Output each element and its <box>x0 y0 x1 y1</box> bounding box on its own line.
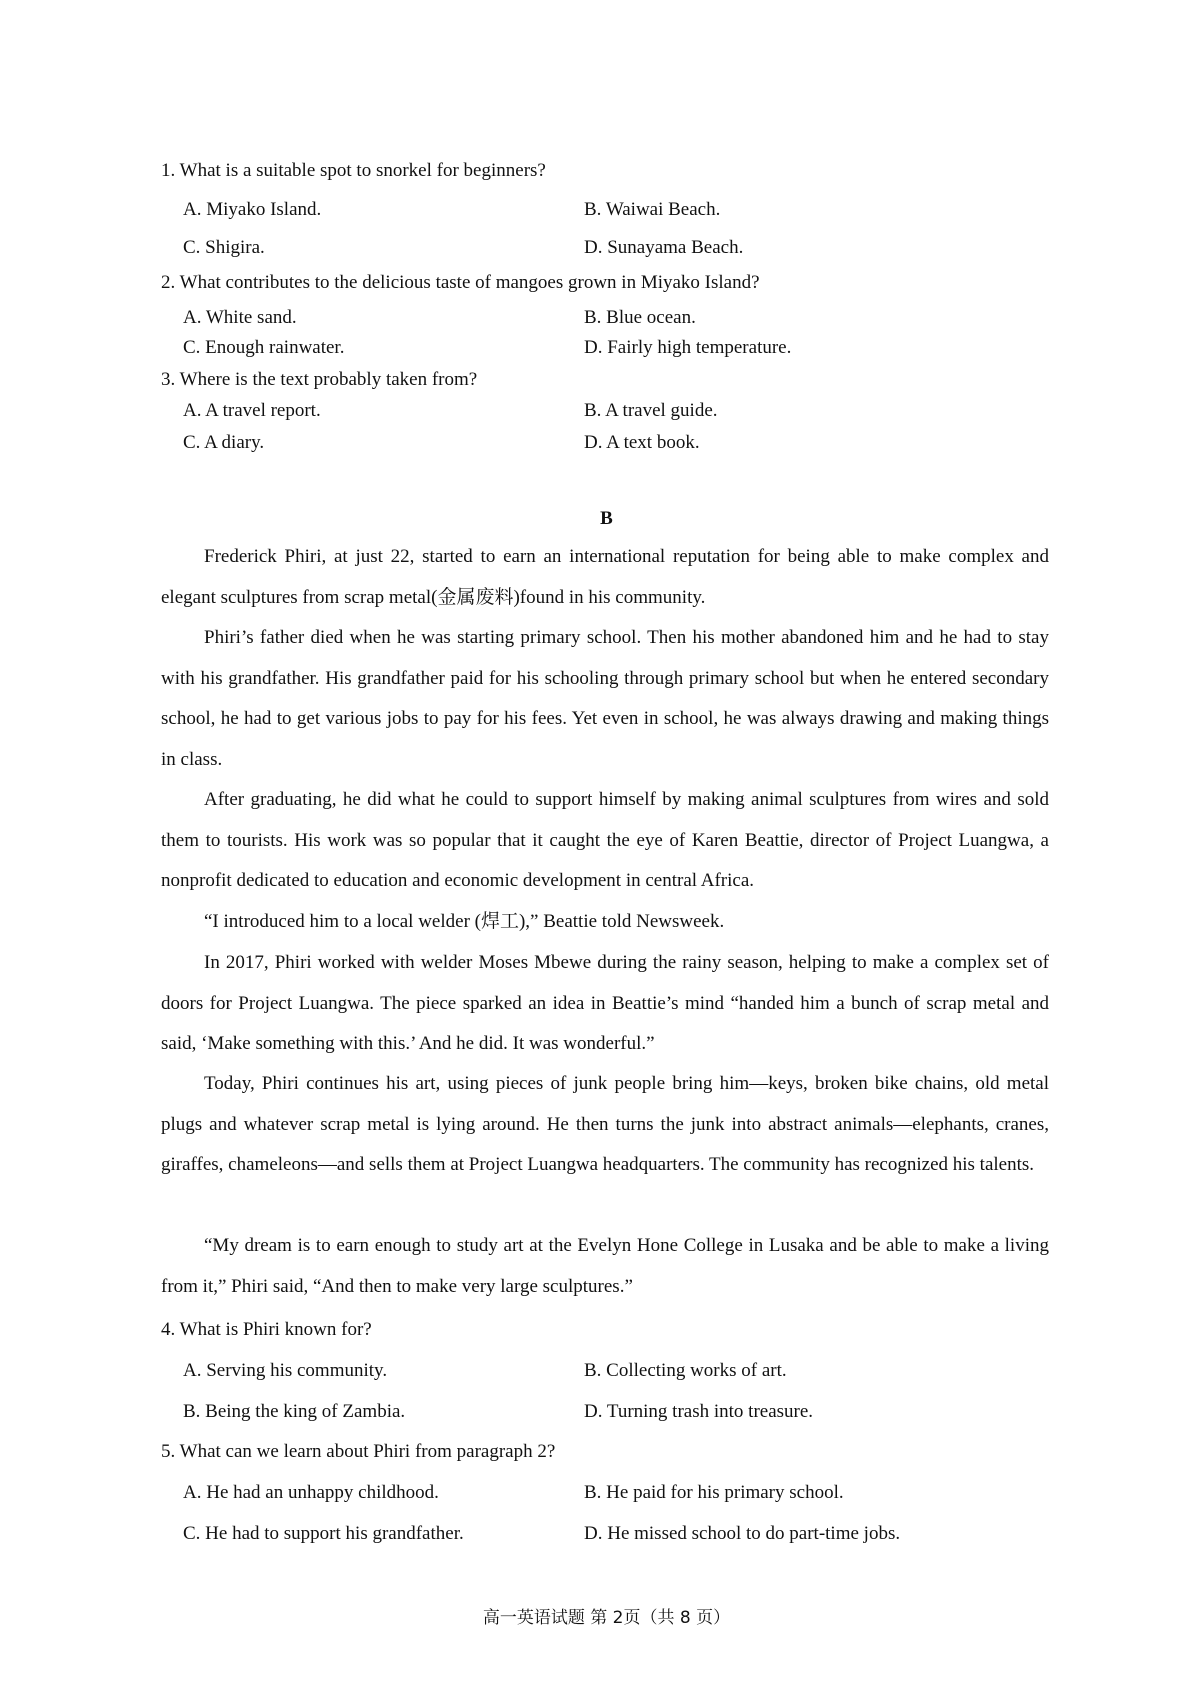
question-2-option-c: C. Enough rainwater. <box>183 337 345 358</box>
question-1-option-a: A. Miyako Island. <box>183 199 322 220</box>
passage-paragraph-5: In 2017, Phiri worked with welder Moses Mbewe during the rainy season, helping to make a complex set of doors for Project Luangwa. The piece sparked an idea in Beattie’s mind “handed him a bunch of scrap metal and said, ‘Make something with this.’ And he did. It was wonderful.” <box>161 952 1049 1054</box>
section-heading: B <box>600 508 613 529</box>
question-3-stem: 3. Where is the text probably taken from? <box>161 369 478 390</box>
question-3-option-b: B. A travel guide. <box>584 400 718 421</box>
question-5-option-d: D. He missed school to do part-time jobs. <box>584 1523 901 1544</box>
question-1-option-b: B. Waiwai Beach. <box>584 199 721 220</box>
question-3-option-a: A. A travel report. <box>183 400 321 421</box>
question-5-option-c: C. He had to support his grandfather. <box>183 1523 464 1544</box>
question-1-option-c: C. Shigira. <box>183 237 265 258</box>
question-5-stem: 5. What can we learn about Phiri from paragraph 2? <box>161 1441 556 1462</box>
passage-paragraph-3: After graduating, he did what he could to support himself by making animal sculptures from wires and sold them to tourists. His work was so popular that it caught the eye of Karen Beattie, director of Project Luangwa, a nonprofit dedicated to education and economic development in central Africa. <box>161 789 1049 891</box>
passage-paragraph-6: Today, Phiri continues his art, using pieces of junk people bring him—keys, broken bike chains, old metal plugs and whatever scrap metal is lying around. He then turns the junk into abstract animals—elephants, cranes, giraffes, chameleons—and sells them at Project Luangwa headquarters. The community has recognized his talents. <box>161 1073 1049 1175</box>
question-4-option-c: B. Being the king of Zambia. <box>183 1401 406 1422</box>
passage-paragraph-7: “My dream is to earn enough to study art at the Evelyn Hone College in Lusaka and be able to make a living from it,” Phiri said, “And then to make very large sculptures.” <box>161 1235 1049 1297</box>
question-3-option-c: C. A diary. <box>183 432 265 453</box>
question-2-option-b: B. Blue ocean. <box>584 307 696 328</box>
question-4-stem: 4. What is Phiri known for? <box>161 1319 372 1340</box>
question-2-stem: 2. What contributes to the delicious taste of mangoes grown in Miyako Island? <box>161 272 760 293</box>
question-3-option-d: D. A text book. <box>584 432 700 453</box>
question-5-option-b: B. He paid for his primary school. <box>584 1482 844 1503</box>
passage-paragraph-1: Frederick Phiri, at just 22, started to earn an international reputation for being able to make complex and elegant sculptures from scrap metal(金属废料)found in his community. <box>161 546 1049 608</box>
question-1-stem: 1. What is a suitable spot to snorkel for beginners? <box>161 160 546 181</box>
question-2-option-a: A. White sand. <box>183 307 297 328</box>
question-2-option-d: D. Fairly high temperature. <box>584 337 792 358</box>
passage-paragraph-2: Phiri’s father died when he was starting primary school. Then his mother abandoned him and he had to stay with his grandfather. His grandfather paid for his schooling through primary school but when he entered secondary school, he had to get various jobs to pay for his fees. Yet even in school, he was always drawing and making things in class. <box>161 627 1049 770</box>
question-4-option-d: D. Turning trash into treasure. <box>584 1401 814 1422</box>
question-5-option-a: A. He had an unhappy childhood. <box>183 1482 439 1503</box>
question-1-option-d: D. Sunayama Beach. <box>584 237 744 258</box>
question-4-option-a: A. Serving his community. <box>183 1360 388 1381</box>
passage-paragraph-4: “I introduced him to a local welder (焊工),” Beattie told Newsweek. <box>204 911 725 932</box>
question-4-option-b: B. Collecting works of art. <box>584 1360 787 1381</box>
page-footer: 高一英语试题 第 2页（共 8 页） <box>482 1608 731 1628</box>
